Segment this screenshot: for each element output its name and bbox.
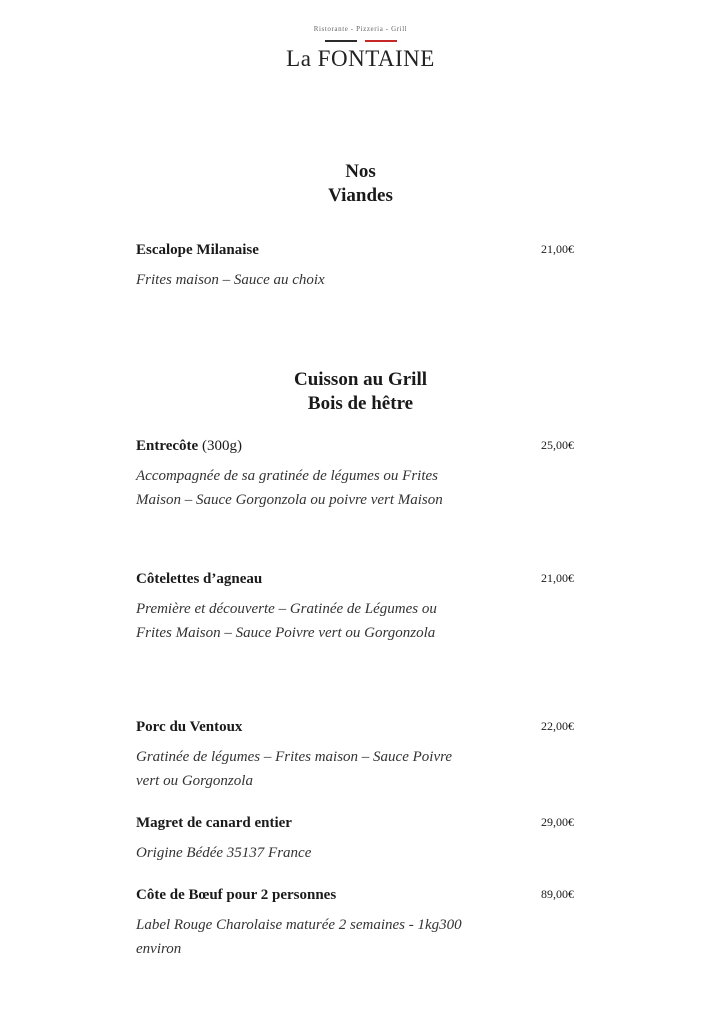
dish-price: 21,00€ xyxy=(541,242,574,256)
section-title-line: Bois de hêtre xyxy=(307,393,414,414)
menu-item xyxy=(136,885,576,961)
section-title-line: Nos xyxy=(345,161,376,182)
dish-description: Gratinée de légumes – Frites maison – Sauce Poivre vert ou Gorgonzola xyxy=(136,749,453,789)
dish-price: 22,00€ xyxy=(541,719,574,733)
dish-description: Label Rouge Charolaise maturée 2 semaines - 1kg300 environ xyxy=(136,917,462,957)
dish-name: Magret de canard entier xyxy=(136,815,292,831)
dish-description: Origine Bédée 35137 France xyxy=(136,845,312,861)
section-title-grill xyxy=(0,368,721,416)
dish-price: 89,00€ xyxy=(541,887,574,901)
menu-item xyxy=(136,240,576,292)
logo-rule-dark xyxy=(325,40,357,42)
menu-item xyxy=(136,569,576,645)
dish-price: 21,00€ xyxy=(541,571,574,585)
dish-name: Escalope Milanaise xyxy=(136,242,259,258)
section-title-line: Viandes xyxy=(328,185,393,206)
menu-item xyxy=(136,717,576,793)
section-title-line: Cuisson au Grill xyxy=(293,369,428,390)
logo-tagline: Ristorante - Pizzeria - Grill xyxy=(313,25,408,33)
logo-rule-red xyxy=(365,40,397,42)
dish-description: Frites maison – Sauce au choix xyxy=(136,272,325,288)
logo-rule xyxy=(0,40,721,42)
menu-item xyxy=(136,813,576,865)
dish-name: Côtelettes d’agneau xyxy=(136,571,263,587)
section-title-viandes xyxy=(0,160,721,208)
dish-price: 25,00€ xyxy=(541,438,574,452)
menu-item xyxy=(136,436,576,512)
dish-name: Porc du Ventoux xyxy=(136,719,243,735)
logo-name: La FONTAINE xyxy=(286,46,435,71)
dish-price: 29,00€ xyxy=(541,815,574,829)
dish-name-suffix: (300g) xyxy=(198,438,242,454)
dish-description: Accompagnée de sa gratinée de légumes ou Frites Maison – Sauce Gorgonzola ou poivre vert Maison xyxy=(136,468,443,508)
dish-description: Première et découverte – Gratinée de Légumes ou Frites Maison – Sauce Poivre vert ou Gorgonzola xyxy=(136,601,437,641)
dish-name: Entrecôte xyxy=(136,438,199,454)
dish-name: Côte de Bœuf pour 2 personnes xyxy=(136,887,337,903)
restaurant-logo xyxy=(0,24,721,72)
